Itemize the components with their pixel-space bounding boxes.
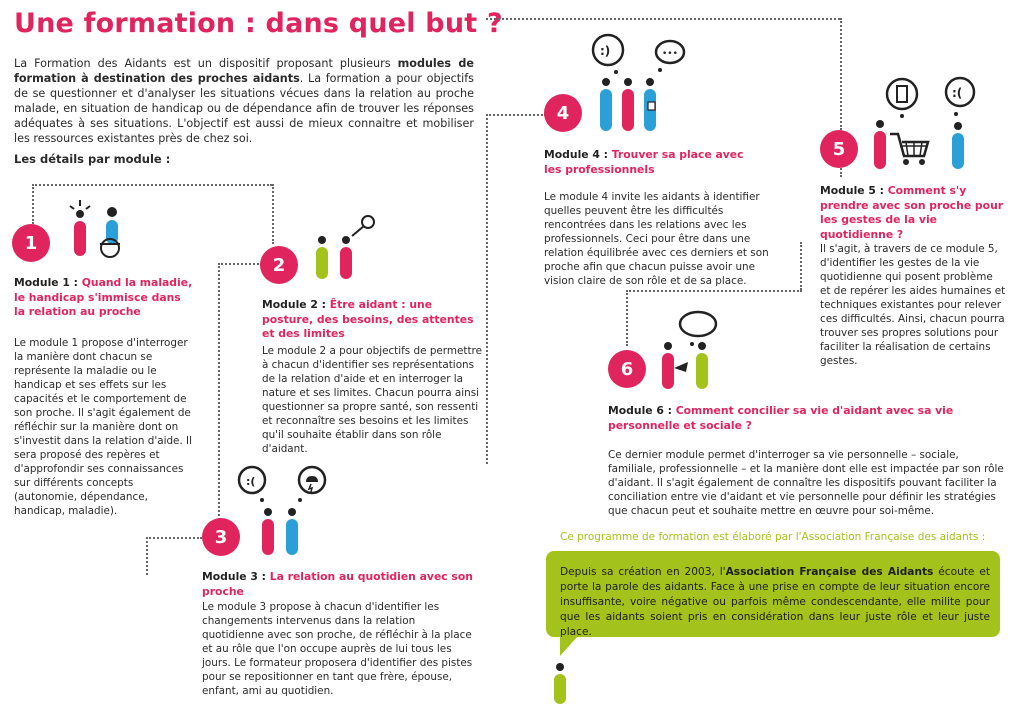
module-1-label: Module 1 : <box>14 276 82 289</box>
module-1-body: Le module 1 propose d'interroger la manière dont chacun se représente la maladie ou le handicap et ses effets sur les capacités et le comportement de son proche. Il s'agit également de réfléchir sur la manière dont on s'investit dans la relation d'aide. Il sera proposé des repères et d'approfondir ses connaissances sur différents concepts (autonomie, dépendance, handicap, maladie). <box>14 337 193 517</box>
module-6-heading: Comment concilier sa vie d'aidant avec sa vie personnelle et sociale ? <box>608 404 954 432</box>
connector-line <box>486 114 488 464</box>
module-3-label: Module 3 : <box>202 570 270 583</box>
module-5-heading: Comment s'y prendre avec son proche pour les gestes de la vie quotidienne ? <box>820 184 1004 241</box>
module-2-title <box>262 298 486 342</box>
connector-line <box>800 242 802 290</box>
connector-line <box>218 263 220 535</box>
association-name: Association Française des Aidants <box>725 566 934 578</box>
association-text <box>560 565 990 640</box>
sad-face-text-2: :( <box>952 86 963 100</box>
module-4-title <box>544 148 764 177</box>
intro-paragraph <box>14 56 474 146</box>
module-4-body: Le module 4 invite les aidants à identifier quelles peuvent être les difficultés rencontrées dans les relations avec les professionnels. Ceci pour être dans une relation équilibrée avec ces derniers et son proche afin que chacun puisse avoir une vision claire de son rôle et de sa place. <box>544 191 769 287</box>
connector-line <box>626 290 802 292</box>
module-6-body: Ce dernier module permet d'interroger sa vie personnelle – sociale, familiale, professionnelle – et la manière dont elle est impactée par son rôle d'aidant. Il s'agit également de connaître les dispositifs pouvant faciliter la conciliation entre vie d'aidant et vie personnelle pour définir les stratégies que chacun peut et souhaite mettre en œuvre pour soi-même. <box>608 449 1004 517</box>
module-2-heading: Être aidant : une posture, des besoins, des attentes et des limites <box>262 298 474 340</box>
module-5-figures-icon <box>866 76 986 176</box>
module-5-number: 5 <box>820 130 858 168</box>
connector-line <box>218 263 262 265</box>
module-6-title <box>608 404 988 433</box>
module-1-title <box>14 276 194 320</box>
details-heading: Les détails par module : <box>14 152 171 166</box>
intro-text-1: La Formation des Aidants est un dispositif proposant plusieurs <box>14 57 398 70</box>
page-title: Une formation : dans quel but ? <box>14 8 503 39</box>
intro-bold: modules de formation à destination des proches aidants <box>14 57 475 85</box>
module-6-number: 6 <box>608 350 646 388</box>
module-2-figures-icon <box>308 212 378 282</box>
connector-line <box>486 18 840 20</box>
module-1-number: 1 <box>12 224 50 262</box>
intro-text-2: . La formation a pour objectifs de se questionner et d'analyser les situations vécues dans la relation au proche malade, en situation de handicap ou de dépendance afin de trouver les réponses adéquates à ses situations. L'objectif est aussi de mieux connaitre et mobiliser les ressources existantes près de chez soi. <box>14 72 474 145</box>
connector-line <box>32 184 272 186</box>
module-6-figures-icon <box>654 306 724 392</box>
dots-text: ••• <box>662 49 678 59</box>
module-6-label: Module 6 : <box>608 404 676 417</box>
happy-face-text: :) <box>600 44 611 58</box>
module-5-label: Module 5 : <box>820 184 888 197</box>
module-4-number: 4 <box>544 94 582 132</box>
module-1-heading: Quand la maladie, le handicap s'immisce dans la relation au proche <box>14 276 193 318</box>
module-5-title <box>820 184 1010 242</box>
module-4-figures-icon <box>586 30 696 140</box>
module-3-body: Le module 3 propose à chacun d'identifier les changements intervenus dans la relation quotidienne avec son proche, de réfléchir à la place et au rôle que l'on occupe auprès de lui tous les jours. Le formateur proposera d'identifier des pistes pour se repositionner en tant que frère, épouse, enfant, ami au quotidien. <box>202 601 473 697</box>
module-3-heading: La relation au quotidien avec son proche <box>202 570 473 598</box>
module-4-heading: Trouver sa place avec les professionnels <box>544 148 744 176</box>
module-3-figures-icon <box>236 462 332 558</box>
connector-line <box>626 290 628 346</box>
connector-line <box>146 537 202 539</box>
module-2-number: 2 <box>260 246 298 284</box>
module-4-label: Module 4 : <box>544 148 612 161</box>
green-figure-icon <box>550 662 570 706</box>
connector-line <box>272 184 274 244</box>
credit-line: Ce programme de formation est élaboré par l'Association Française des aidants : <box>560 531 986 543</box>
association-text-2: écoute et porte la parole des aidants. Face à une prise en compte de leur situation encore insuffisante, voire négative ou parfois même condescendante, elle milite pour que les aidants soient pris en considération dans leur juste rôle et leur juste place. <box>560 566 990 638</box>
connector-line <box>840 18 842 130</box>
connector-line <box>486 114 546 116</box>
association-text-1: Depuis sa création en 2003, l' <box>560 566 726 578</box>
module-1-figures-icon <box>66 196 132 262</box>
module-3-number: 3 <box>202 518 240 556</box>
connector-line <box>146 537 148 575</box>
connector-line <box>32 184 34 224</box>
module-2-body: Le module 2 a pour objectifs de permettre à chacun d'identifier ses représentations de la relation d'aide et en interroger la nature et ses limites. Chacun pourra ainsi questionner sa propre santé, son ressenti et reconnaître ses besoins et les limites qu'il souhaite établir dans son rôle d'aidant. <box>262 345 482 455</box>
module-3-title <box>202 570 502 599</box>
module-2-label: Module 2 : <box>262 298 330 311</box>
module-5-body: Il s'agit, à travers de ce module 5, d'identifier les gestes de la vie quotidienne qui posent problème et de repérer les aides humaines et techniques existantes pour relever ces difficultés. Ainsi, chacun pourra trouver ses propres solutions pour faciliter la réalisation de certains gestes. <box>820 243 1006 367</box>
sad-face-text: :( <box>246 475 256 488</box>
